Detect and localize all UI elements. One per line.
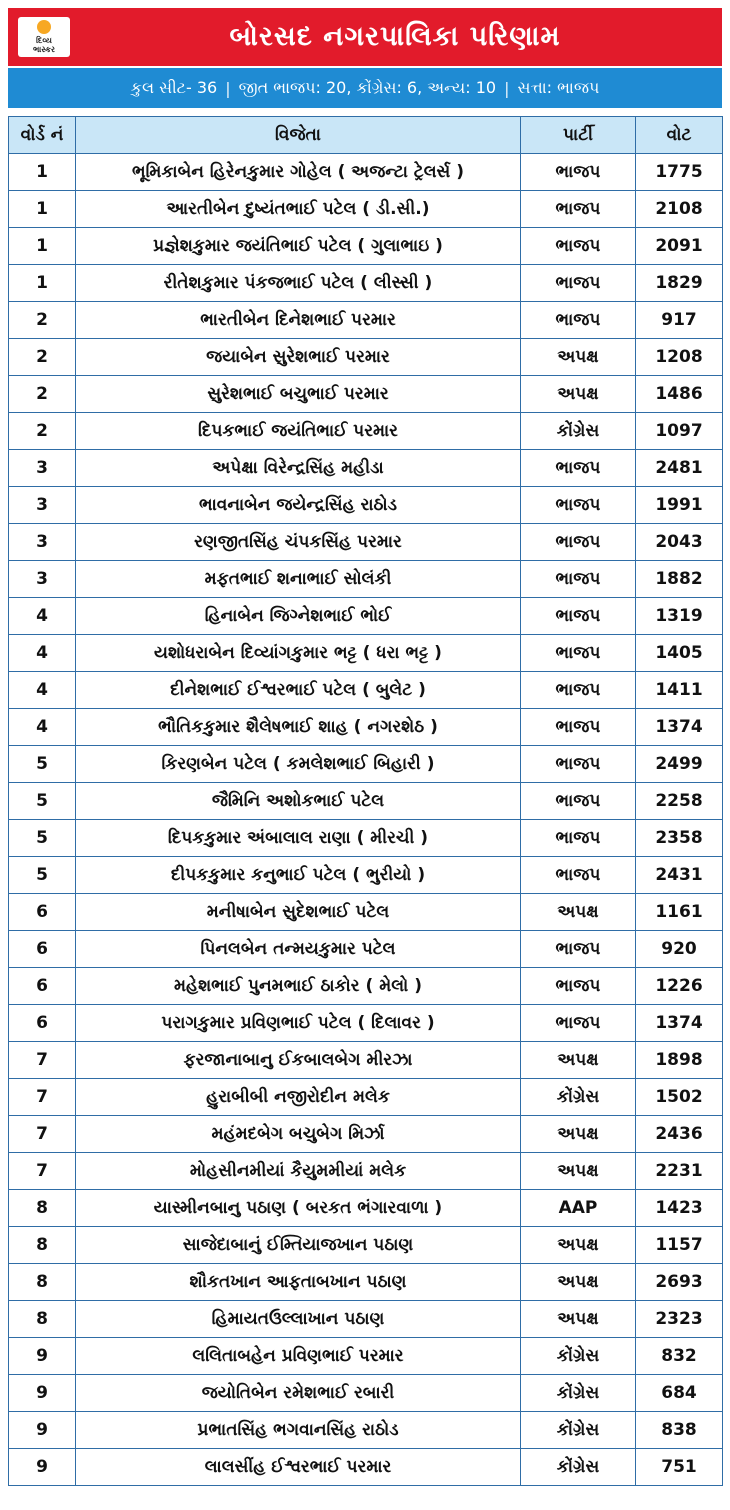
party-cell: અપક્ષ — [521, 1264, 636, 1301]
winner-cell: દીપકકુમાર કનુભાઈ પટેલ ( ભુરીયો ) — [76, 857, 521, 894]
party-cell: ભાજપ — [521, 154, 636, 191]
party-cell: કોંગ્રેસ — [521, 1338, 636, 1375]
winner-cell: દિપકભાઈ જયંતિભાઈ પરમાર — [76, 413, 521, 450]
party-cell: ભાજપ — [521, 672, 636, 709]
ward-cell: 6 — [9, 1005, 76, 1042]
votes-cell: 1374 — [636, 709, 723, 746]
table-row — [9, 1153, 723, 1190]
winner-cell: લલિતાબહેન પ્રવિણભાઈ પરમાર — [76, 1338, 521, 1375]
summary-bar — [8, 68, 722, 108]
ward-cell: 3 — [9, 450, 76, 487]
header-party: પાર્ટી — [521, 117, 636, 154]
votes-cell: 1411 — [636, 672, 723, 709]
party-cell: ભાજપ — [521, 857, 636, 894]
votes-cell: 2258 — [636, 783, 723, 820]
party-cell: અપક્ષ — [521, 339, 636, 376]
party-cell: ભાજપ — [521, 524, 636, 561]
ward-cell: 2 — [9, 339, 76, 376]
winner-cell: મહંમદબેગ બચુબેગ મિર્ઝા — [76, 1116, 521, 1153]
party-cell: કોંગ્રેસ — [521, 1079, 636, 1116]
header-winner: વિજેતા — [76, 117, 521, 154]
votes-cell: 1405 — [636, 635, 723, 672]
votes-cell: 2231 — [636, 1153, 723, 1190]
table-row — [9, 561, 723, 598]
winner-cell: મહેશભાઈ પુનમભાઈ ઠાકોર ( મેલો ) — [76, 968, 521, 1005]
table-row — [9, 746, 723, 783]
votes-cell: 2693 — [636, 1264, 723, 1301]
party-cell: ભાજપ — [521, 635, 636, 672]
ward-cell: 9 — [9, 1412, 76, 1449]
ward-cell: 4 — [9, 635, 76, 672]
votes-cell: 2091 — [636, 228, 723, 265]
votes-cell: 1486 — [636, 376, 723, 413]
table-row — [9, 857, 723, 894]
votes-cell: 920 — [636, 931, 723, 968]
party-cell: AAP — [521, 1190, 636, 1227]
party-cell: ભાજપ — [521, 228, 636, 265]
header-ward: વોર્ડ નં — [9, 117, 76, 154]
ward-cell: 8 — [9, 1227, 76, 1264]
winner-cell: સાજેદાબાનું ઈમ્તિયાજખાન પઠાણ — [76, 1227, 521, 1264]
table-row — [9, 783, 723, 820]
table-row — [9, 931, 723, 968]
table-row — [9, 672, 723, 709]
ward-cell: 6 — [9, 894, 76, 931]
winner-cell: રીતેશકુમાર પંકજભાઈ પટેલ ( લીસ્સી ) — [76, 265, 521, 302]
party-cell: કોંગ્રેસ — [521, 413, 636, 450]
ward-cell: 1 — [9, 228, 76, 265]
party-cell: અપક્ષ — [521, 1301, 636, 1338]
ward-cell: 5 — [9, 820, 76, 857]
votes-cell: 1423 — [636, 1190, 723, 1227]
votes-cell: 2043 — [636, 524, 723, 561]
winner-cell: પરાગકુમાર પ્રવિણભાઈ પટેલ ( દિલાવર ) — [76, 1005, 521, 1042]
table-row — [9, 1338, 723, 1375]
ward-cell: 6 — [9, 968, 76, 1005]
votes-cell: 1882 — [636, 561, 723, 598]
votes-cell: 1161 — [636, 894, 723, 931]
party-cell: અપક્ષ — [521, 1227, 636, 1264]
ward-cell: 4 — [9, 709, 76, 746]
winner-cell: મનીષાબેન સુદેશભાઈ પટેલ — [76, 894, 521, 931]
ward-cell: 8 — [9, 1301, 76, 1338]
ward-cell: 7 — [9, 1079, 76, 1116]
ward-cell: 2 — [9, 302, 76, 339]
party-cell: ભાજપ — [521, 968, 636, 1005]
winner-cell: મોહસીનમીયાં કૈયુમમીયાં મલેક — [76, 1153, 521, 1190]
votes-cell: 1097 — [636, 413, 723, 450]
power-summary: સત્તા: ભાજપ — [517, 78, 600, 97]
winner-cell: મફતભાઈ શનાભાઈ સોલંકી — [76, 561, 521, 598]
ward-cell: 1 — [9, 191, 76, 228]
votes-cell: 1991 — [636, 487, 723, 524]
ward-cell: 7 — [9, 1116, 76, 1153]
votes-cell: 1157 — [636, 1227, 723, 1264]
party-cell: અપક્ષ — [521, 376, 636, 413]
table-row — [9, 265, 723, 302]
winner-cell: રણજીતસિંહ ચંપકસિંહ પરમાર — [76, 524, 521, 561]
votes-cell: 684 — [636, 1375, 723, 1412]
ward-cell: 3 — [9, 561, 76, 598]
winner-cell: હુરાબીબી નજીરોદીન મલેક — [76, 1079, 521, 1116]
table-row — [9, 1079, 723, 1116]
winner-cell: હિનાબેન જિગ્નેશભાઈ ભોઈ — [76, 598, 521, 635]
winner-cell: ભાવનાબેન જયેન્દ્રસિંહ રાઠોડ — [76, 487, 521, 524]
table-row — [9, 228, 723, 265]
logo-text-line2: ભાસ્કર — [32, 45, 56, 54]
winner-cell: આરતીબેન દુષ્યંતભાઈ પટેલ ( ડી.સી.) — [76, 191, 521, 228]
winner-cell: ભૌતિકકુમાર શૈલેષભાઈ શાહ ( નગરશેઠ ) — [76, 709, 521, 746]
total-seats: કુલ સીટ- 36 — [130, 78, 218, 97]
winner-cell: કિરણબેન પટેલ ( કમલેશભાઈ બિહારી ) — [76, 746, 521, 783]
party-cell: અપક્ષ — [521, 1153, 636, 1190]
party-cell: ભાજપ — [521, 746, 636, 783]
votes-cell: 2108 — [636, 191, 723, 228]
ward-cell: 5 — [9, 783, 76, 820]
votes-cell: 2431 — [636, 857, 723, 894]
votes-cell: 1829 — [636, 265, 723, 302]
table-row — [9, 709, 723, 746]
votes-cell: 2323 — [636, 1301, 723, 1338]
party-cell: ભાજપ — [521, 191, 636, 228]
party-cell: કોંગ્રેસ — [521, 1412, 636, 1449]
party-cell: ભાજપ — [521, 265, 636, 302]
table-body — [9, 154, 723, 1486]
votes-cell: 1208 — [636, 339, 723, 376]
page-title: બોરસદ નગરપાલિકા પરિણામ — [229, 21, 561, 52]
ward-cell: 4 — [9, 598, 76, 635]
header-bar — [8, 8, 722, 66]
party-cell: ભાજપ — [521, 598, 636, 635]
party-cell: અપક્ષ — [521, 1116, 636, 1153]
ward-cell: 9 — [9, 1449, 76, 1486]
winner-cell: પ્રભાતસિંહ ભગવાનસિંહ રાઠોડ — [76, 1412, 521, 1449]
party-cell: ભાજપ — [521, 709, 636, 746]
ward-cell: 3 — [9, 487, 76, 524]
ward-cell: 4 — [9, 672, 76, 709]
table-row — [9, 450, 723, 487]
votes-cell: 2358 — [636, 820, 723, 857]
table-row — [9, 191, 723, 228]
table-row — [9, 1042, 723, 1079]
winner-cell: હિમાયતઉલ્લાખાન પઠાણ — [76, 1301, 521, 1338]
votes-cell: 1898 — [636, 1042, 723, 1079]
ward-cell: 8 — [9, 1264, 76, 1301]
party-cell: ભાજપ — [521, 1005, 636, 1042]
winner-cell: ભૂમિકાબેન હિરેનકુમાર ગોહેલ ( અજન્ટા ટ્રેલર્સ ) — [76, 154, 521, 191]
table-row — [9, 154, 723, 191]
table-row — [9, 598, 723, 635]
ward-cell: 6 — [9, 931, 76, 968]
votes-cell: 1502 — [636, 1079, 723, 1116]
logo-text-line1: દિવ્ય — [36, 36, 52, 45]
ward-cell: 8 — [9, 1190, 76, 1227]
winner-cell: જયોતિબેન રમેશભાઈ રબારી — [76, 1375, 521, 1412]
votes-cell: 2481 — [636, 450, 723, 487]
table-row — [9, 1412, 723, 1449]
party-cell: ભાજપ — [521, 561, 636, 598]
winner-cell: પ્રજ્ઞેશકુમાર જયંતિભાઈ પટેલ ( ગુલાભાઇ ) — [76, 228, 521, 265]
votes-cell: 1319 — [636, 598, 723, 635]
party-cell: ભાજપ — [521, 783, 636, 820]
table-row — [9, 302, 723, 339]
summary-separator: | — [504, 78, 510, 98]
ward-cell: 9 — [9, 1375, 76, 1412]
table-row — [9, 1449, 723, 1486]
table-header-row — [9, 117, 723, 154]
table-row — [9, 487, 723, 524]
divya-bhaskar-logo — [18, 17, 70, 57]
votes-cell: 838 — [636, 1412, 723, 1449]
table-row — [9, 1375, 723, 1412]
votes-cell: 1775 — [636, 154, 723, 191]
votes-cell: 1374 — [636, 1005, 723, 1042]
winner-cell: દિપકકુમાર અંબાલાલ રાણા ( મીરચી ) — [76, 820, 521, 857]
party-cell: કોંગ્રેસ — [521, 1375, 636, 1412]
table-row — [9, 820, 723, 857]
party-cell: કોંગ્રેસ — [521, 1449, 636, 1486]
table-row — [9, 968, 723, 1005]
ward-cell: 5 — [9, 746, 76, 783]
votes-cell: 1226 — [636, 968, 723, 1005]
party-cell: અપક્ષ — [521, 894, 636, 931]
winner-cell: સુરેશભાઈ બચુભાઈ પરમાર — [76, 376, 521, 413]
party-cell: ભાજપ — [521, 820, 636, 857]
results-table — [8, 116, 723, 1486]
party-cell: ભાજપ — [521, 450, 636, 487]
ward-cell: 1 — [9, 154, 76, 191]
table-row — [9, 524, 723, 561]
table-row — [9, 1190, 723, 1227]
ward-cell: 5 — [9, 857, 76, 894]
winner-cell: યાસ્મીનબાનુ પઠાણ ( બરકત ભંગારવાળા ) — [76, 1190, 521, 1227]
table-row — [9, 1264, 723, 1301]
won-summary: જીત ભાજપ: 20, કોંગ્રેસ: 6, અન્ય: 10 — [238, 78, 497, 97]
votes-cell: 2436 — [636, 1116, 723, 1153]
votes-cell: 2499 — [636, 746, 723, 783]
ward-cell: 2 — [9, 376, 76, 413]
winner-cell: યશોધરાબેન દિવ્યાંગકુમાર ભટ્ટ ( ધરા ભટ્ટ ) — [76, 635, 521, 672]
table-row — [9, 1005, 723, 1042]
sun-icon — [37, 20, 51, 34]
table-row — [9, 376, 723, 413]
table-row — [9, 1301, 723, 1338]
winner-cell: પિનલબેન તન્મયકુમાર પટેલ — [76, 931, 521, 968]
party-cell: ભાજપ — [521, 931, 636, 968]
table-row — [9, 339, 723, 376]
table-row — [9, 1116, 723, 1153]
ward-cell: 2 — [9, 413, 76, 450]
winner-cell: દીનેશભાઈ ઈશ્વરભાઈ પટેલ ( બુલેટ ) — [76, 672, 521, 709]
summary-separator: | — [225, 78, 231, 98]
winner-cell: જયાબેન સુરેશભાઈ પરમાર — [76, 339, 521, 376]
votes-cell: 917 — [636, 302, 723, 339]
winner-cell: શૌકતખાન આફતાબખાન પઠાણ — [76, 1264, 521, 1301]
winner-cell: લાલસીંહ ઈશ્વરભાઈ પરમાર — [76, 1449, 521, 1486]
winner-cell: અપેક્ષા વિરેન્દ્રસિંહ મહીડા — [76, 450, 521, 487]
ward-cell: 1 — [9, 265, 76, 302]
winner-cell: ફરજાનાબાનુ ઈકબાલબેગ મીરઝા — [76, 1042, 521, 1079]
table-row — [9, 1227, 723, 1264]
table-row — [9, 413, 723, 450]
party-cell: ભાજપ — [521, 487, 636, 524]
winner-cell: ભારતીબેન દિનેશભાઈ પરમાર — [76, 302, 521, 339]
winner-cell: જૈમિનિ અશોકભાઈ પટેલ — [76, 783, 521, 820]
table-row — [9, 894, 723, 931]
votes-cell: 832 — [636, 1338, 723, 1375]
votes-cell: 751 — [636, 1449, 723, 1486]
party-cell: અપક્ષ — [521, 1042, 636, 1079]
header-votes: વોટ — [636, 117, 723, 154]
party-cell: ભાજપ — [521, 302, 636, 339]
ward-cell: 7 — [9, 1153, 76, 1190]
table-row — [9, 635, 723, 672]
ward-cell: 9 — [9, 1338, 76, 1375]
ward-cell: 3 — [9, 524, 76, 561]
ward-cell: 7 — [9, 1042, 76, 1079]
